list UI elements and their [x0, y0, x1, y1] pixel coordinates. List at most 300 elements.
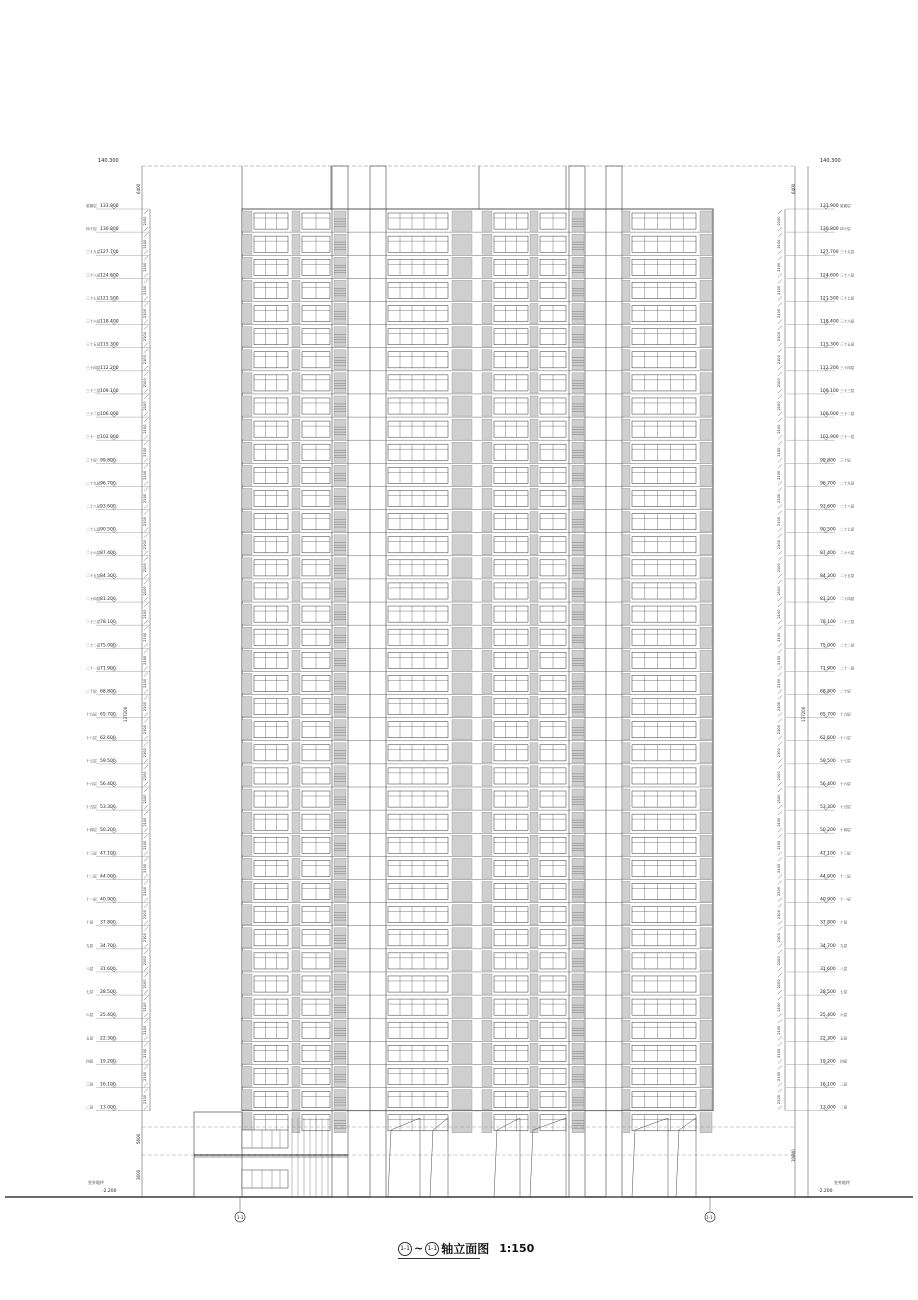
dimension-tick [144, 250, 148, 254]
level-label: 三十八层 [840, 273, 855, 278]
title-underline [398, 1258, 480, 1259]
level-elevation: 13.000 [100, 1105, 116, 1111]
window [494, 329, 528, 345]
window [632, 999, 696, 1015]
dimension-tick [144, 441, 148, 445]
wall-panel [242, 442, 252, 462]
title-axis-right: 1-1 [425, 1242, 439, 1256]
wall-panel [334, 743, 346, 763]
level-label: 二十七层 [840, 527, 855, 532]
dimension-tick [144, 927, 148, 931]
wall-panel [452, 512, 472, 532]
wall-panel [572, 835, 584, 855]
dimension-tick [778, 1089, 782, 1093]
floor-dimension: 2100 [777, 655, 781, 665]
window [632, 976, 696, 992]
wall-panel [242, 997, 252, 1017]
wall-panel [292, 789, 300, 809]
dimension-tick [144, 713, 148, 717]
wall-panel [242, 650, 252, 670]
window [254, 1115, 288, 1131]
dimension-tick [778, 990, 782, 994]
dimension-tick [778, 626, 782, 630]
wall-panel [452, 303, 472, 323]
window [494, 444, 528, 460]
dimension-tick [144, 505, 148, 509]
wall-panel [572, 766, 584, 786]
dimension-tick [144, 857, 148, 861]
level-label: 三十二层 [86, 412, 101, 417]
window [632, 791, 696, 807]
wall-panel [572, 1066, 584, 1086]
wall-panel [292, 581, 300, 601]
wall-panel [572, 928, 584, 948]
floor-dimension: 2100 [143, 216, 147, 226]
wall-panel [622, 997, 630, 1017]
wall-panel [572, 720, 584, 740]
level-label: 十层 [86, 920, 94, 925]
dimension-tick [778, 944, 782, 948]
level-label: 三十四层 [840, 365, 855, 370]
window [632, 1045, 696, 1061]
wall-panel [572, 234, 584, 254]
dimension-tick [144, 759, 148, 763]
level-label: 三十五层 [86, 342, 101, 347]
window [254, 352, 288, 368]
dimension-tick [778, 1013, 782, 1017]
dimension-tick [778, 782, 782, 786]
window [388, 652, 448, 668]
wall-panel [292, 373, 300, 393]
wall-panel [334, 720, 346, 740]
wall-panel [572, 373, 584, 393]
wall-panel [292, 604, 300, 624]
window [494, 514, 528, 530]
level-elevation: 109.100 [820, 388, 839, 394]
top-elevation-right: 140.300 [820, 158, 841, 164]
window [632, 583, 696, 599]
window [494, 490, 528, 506]
wall-panel [700, 650, 712, 670]
wall-panel [482, 974, 492, 994]
floor-dimension: 2100 [777, 563, 781, 573]
wall-panel [242, 373, 252, 393]
floor-dimension: 2100 [143, 516, 147, 527]
level-elevation: 84.300 [100, 573, 116, 579]
wall-panel [334, 951, 346, 971]
floor-dimension: 2100 [777, 1048, 781, 1058]
level-elevation: 22.300 [820, 1036, 836, 1042]
floor-dimension: 2100 [143, 470, 147, 480]
window [632, 930, 696, 946]
level-label: 三十六层 [840, 319, 855, 324]
level-label: 十六层 [840, 782, 851, 786]
window [494, 860, 528, 876]
level-label: 十三层 [840, 851, 851, 856]
dimension-tick [778, 441, 782, 445]
window [254, 398, 288, 414]
wall-panel [334, 858, 346, 878]
window [494, 976, 528, 992]
dimension-tick [778, 487, 782, 491]
window [632, 1022, 696, 1038]
window [494, 768, 528, 784]
wall-panel [482, 1020, 492, 1040]
window [494, 259, 528, 275]
dimension-tick [778, 996, 782, 1000]
wall-panel [622, 928, 630, 948]
wall-panel [334, 234, 346, 254]
wall-panel [334, 257, 346, 277]
window [632, 213, 696, 229]
podium-dim-right: 10800 [791, 1149, 796, 1162]
wall-panel [700, 604, 712, 624]
wall-panel [700, 396, 712, 416]
ground-label-right: 室外地坪 [834, 1180, 850, 1185]
wall-panel [572, 673, 584, 693]
wall-panel [700, 743, 712, 763]
dimension-tick [778, 950, 782, 954]
dimension-tick [144, 643, 148, 647]
floor-dimension: 2100 [143, 701, 147, 712]
level-label: 三层 [840, 1082, 848, 1087]
wall-panel [572, 581, 584, 601]
level-label: 二层 [840, 1105, 848, 1110]
dimension-tick [144, 534, 148, 538]
window [388, 953, 448, 969]
window [254, 791, 288, 807]
wall-panel [292, 951, 300, 971]
floor-dimension: 2100 [777, 378, 781, 388]
wall-panel [292, 627, 300, 647]
wall-panel [572, 789, 584, 809]
floor-dimension: 2100 [143, 655, 147, 665]
window [254, 490, 288, 506]
level-elevation: 115.300 [100, 342, 119, 348]
window [388, 606, 448, 622]
wall-panel [292, 650, 300, 670]
level-elevation: 16.100 [820, 1082, 836, 1088]
dimension-tick [778, 666, 782, 670]
level-label: 二十二层 [86, 643, 101, 648]
level-label: 五层 [840, 1036, 848, 1041]
level-label: 八层 [86, 966, 94, 971]
wall-panel [530, 257, 538, 277]
shopfront-window [242, 1170, 288, 1188]
wall-panel [242, 512, 252, 532]
wall-panel [334, 373, 346, 393]
wall-panel [242, 257, 252, 277]
wall-panel [622, 974, 630, 994]
dimension-tick [778, 250, 782, 254]
ground-elevation-left: -2.200 [102, 1189, 117, 1194]
wall-panel [482, 812, 492, 832]
wall-panel [334, 396, 346, 416]
wall-panel [530, 1090, 538, 1110]
level-label: 三十九层 [86, 250, 101, 255]
floor-dimension: 2100 [777, 424, 781, 434]
floor-dimension: 2100 [143, 863, 147, 873]
window [388, 999, 448, 1015]
window [494, 1022, 528, 1038]
wall-panel [482, 558, 492, 578]
dimension-tick [144, 620, 148, 624]
dimension-tick [778, 759, 782, 763]
floor-dimension: 2100 [143, 678, 147, 688]
dimension-tick [144, 904, 148, 908]
level-label: 三十三层 [840, 388, 855, 393]
level-elevation: 40.900 [100, 897, 116, 903]
window [254, 999, 288, 1015]
wall-panel [292, 1020, 300, 1040]
dimension-tick [144, 418, 148, 422]
wall-panel [242, 396, 252, 416]
window [494, 282, 528, 298]
dimension-tick [144, 464, 148, 468]
window [494, 236, 528, 252]
floor-dimension: 2100 [777, 216, 781, 226]
level-label: 十五层 [840, 805, 851, 810]
dimension-tick [144, 574, 148, 578]
level-elevation: 50.200 [820, 828, 836, 834]
window [388, 930, 448, 946]
level-elevation: 37.800 [100, 920, 116, 926]
level-elevation: 19.200 [100, 1059, 116, 1065]
wall-panel [334, 673, 346, 693]
wall-panel [530, 835, 538, 855]
wall-panel [572, 419, 584, 439]
wall-panel [700, 1090, 712, 1110]
wall-panel [334, 1043, 346, 1063]
wall-panel [622, 881, 630, 901]
parapet-dim-left: 6400 [136, 183, 141, 194]
wall-panel [482, 928, 492, 948]
window [388, 1115, 448, 1131]
dimension-tick [144, 210, 148, 214]
level-elevation: 34.700 [820, 943, 836, 949]
title-name: 轴立面图 [441, 1242, 490, 1256]
window [494, 213, 528, 229]
wall-panel [622, 419, 630, 439]
dimension-tick [144, 742, 148, 746]
window [494, 629, 528, 645]
floor-dimension: 2100 [777, 285, 781, 295]
window [388, 1092, 448, 1108]
wall-panel [292, 1113, 300, 1133]
floor-dimension: 2100 [143, 794, 147, 804]
level-elevation: 37.800 [820, 920, 836, 926]
wall-panel [700, 373, 712, 393]
level-label: 三十三层 [86, 388, 101, 393]
wall-panel [452, 650, 472, 670]
wall-panel [292, 905, 300, 925]
dimension-tick [778, 296, 782, 300]
level-elevation: 75.000 [100, 643, 116, 649]
level-elevation: 40.900 [820, 897, 836, 903]
wall-panel [700, 535, 712, 555]
wall-panel [482, 327, 492, 347]
wall-panel [292, 997, 300, 1017]
wall-panel [242, 465, 252, 485]
wall-panel [622, 1020, 630, 1040]
wall-panel [242, 604, 252, 624]
dimension-tick [778, 973, 782, 977]
window [388, 1022, 448, 1038]
wall-panel [482, 905, 492, 925]
level-elevation: 90.500 [820, 527, 836, 533]
floor-dimension: 2100 [143, 378, 147, 388]
wall-panel [482, 1043, 492, 1063]
parapet-dim-right: 6400 [791, 183, 796, 194]
wall-panel [482, 881, 492, 901]
wall-panel [242, 812, 252, 832]
wall-panel [292, 257, 300, 277]
level-elevation: 81.200 [820, 597, 836, 603]
dimension-tick [144, 1106, 148, 1110]
wall-panel [452, 581, 472, 601]
window [388, 305, 448, 321]
wall-panel [700, 766, 712, 786]
wall-panel [292, 766, 300, 786]
dimension-tick [778, 389, 782, 393]
core-strip [370, 166, 386, 1197]
dimension-tick [778, 874, 782, 878]
window [388, 791, 448, 807]
wall-panel [622, 257, 630, 277]
wall-panel [482, 442, 492, 462]
wall-panel [334, 327, 346, 347]
dimension-tick [778, 256, 782, 260]
wall-panel [700, 881, 712, 901]
dimension-tick [144, 736, 148, 740]
window [254, 1092, 288, 1108]
level-elevation: 102.900 [100, 435, 119, 441]
level-elevation: 93.600 [820, 504, 836, 510]
level-label: 三十七层 [86, 296, 101, 301]
floor-dimension: 2100 [143, 609, 147, 619]
wall-panel [572, 211, 584, 231]
level-label: 十三层 [86, 851, 97, 856]
wall-panel [572, 1113, 584, 1133]
wall-panel [452, 396, 472, 416]
dimension-tick [144, 279, 148, 283]
dimension-tick [144, 851, 148, 855]
wall-panel [292, 743, 300, 763]
axis-label-left: 1-1 [237, 1215, 244, 1220]
level-elevation: 19.200 [820, 1059, 836, 1065]
dimension-tick [144, 950, 148, 954]
wall-panel [622, 558, 630, 578]
level-elevation: 68.800 [820, 689, 836, 695]
dimension-tick [778, 719, 782, 723]
dimension-tick [778, 603, 782, 607]
wall-panel [452, 812, 472, 832]
wall-panel [452, 1090, 472, 1110]
window [388, 675, 448, 691]
level-elevation: 133.900 [100, 204, 119, 209]
dimension-tick [144, 349, 148, 353]
wall-panel [242, 234, 252, 254]
level-elevation: 121.500 [820, 296, 839, 302]
wall-panel [572, 974, 584, 994]
window [388, 467, 448, 483]
wall-panel [242, 280, 252, 300]
window [632, 329, 696, 345]
window [388, 444, 448, 460]
wall-panel [622, 673, 630, 693]
level-label: 二十七层 [86, 527, 101, 532]
dimension-tick [778, 851, 782, 855]
wall-panel [334, 835, 346, 855]
dimension-tick [778, 736, 782, 740]
wall-panel [572, 1043, 584, 1063]
wall-panel [242, 350, 252, 370]
window [388, 583, 448, 599]
window [494, 352, 528, 368]
wall-panel [622, 1113, 630, 1133]
dimension-tick [144, 649, 148, 653]
floor-dimension: 2100 [143, 1002, 147, 1012]
dimension-tick [144, 528, 148, 532]
wall-panel [334, 488, 346, 508]
window [388, 213, 448, 229]
dimension-tick [778, 412, 782, 416]
dimension-tick [778, 788, 782, 792]
level-label: 二十六层 [86, 550, 101, 555]
wall-panel [452, 766, 472, 786]
wall-panel [242, 766, 252, 786]
dimension-tick [778, 534, 782, 538]
window [254, 814, 288, 830]
wall-panel [572, 1020, 584, 1040]
level-elevation: 106.000 [820, 412, 839, 418]
wall-panel [700, 327, 712, 347]
wall-panel [572, 627, 584, 647]
wall-panel [334, 535, 346, 555]
dimension-tick [778, 620, 782, 624]
level-label: 八层 [840, 966, 848, 971]
window [494, 1092, 528, 1108]
dimension-tick [778, 1083, 782, 1087]
window [494, 883, 528, 899]
window [388, 352, 448, 368]
level-label: 二十九层 [840, 481, 855, 486]
wall-panel [452, 789, 472, 809]
floor-dimension: 2100 [143, 447, 147, 457]
window [254, 375, 288, 391]
wall-panel [482, 789, 492, 809]
level-label: 十二层 [86, 874, 97, 879]
wall-panel [452, 697, 472, 717]
title-scale: 1:150 [499, 1242, 535, 1255]
window [632, 814, 696, 830]
window [494, 814, 528, 830]
level-elevation: 133.900 [820, 204, 839, 209]
level-label: 二十五层 [86, 573, 101, 578]
wall-panel [530, 766, 538, 786]
dimension-tick [144, 782, 148, 786]
level-label: 十八层 [86, 735, 97, 740]
level-label: 三十二层 [840, 412, 855, 417]
wall-panel [700, 350, 712, 370]
floor-dimension: 2100 [143, 540, 147, 550]
wall-panel [572, 257, 584, 277]
wall-panel [292, 211, 300, 231]
level-elevation: 96.700 [820, 481, 836, 487]
level-elevation: 87.400 [820, 550, 836, 556]
wall-panel [700, 1113, 712, 1133]
wall-panel [334, 303, 346, 323]
